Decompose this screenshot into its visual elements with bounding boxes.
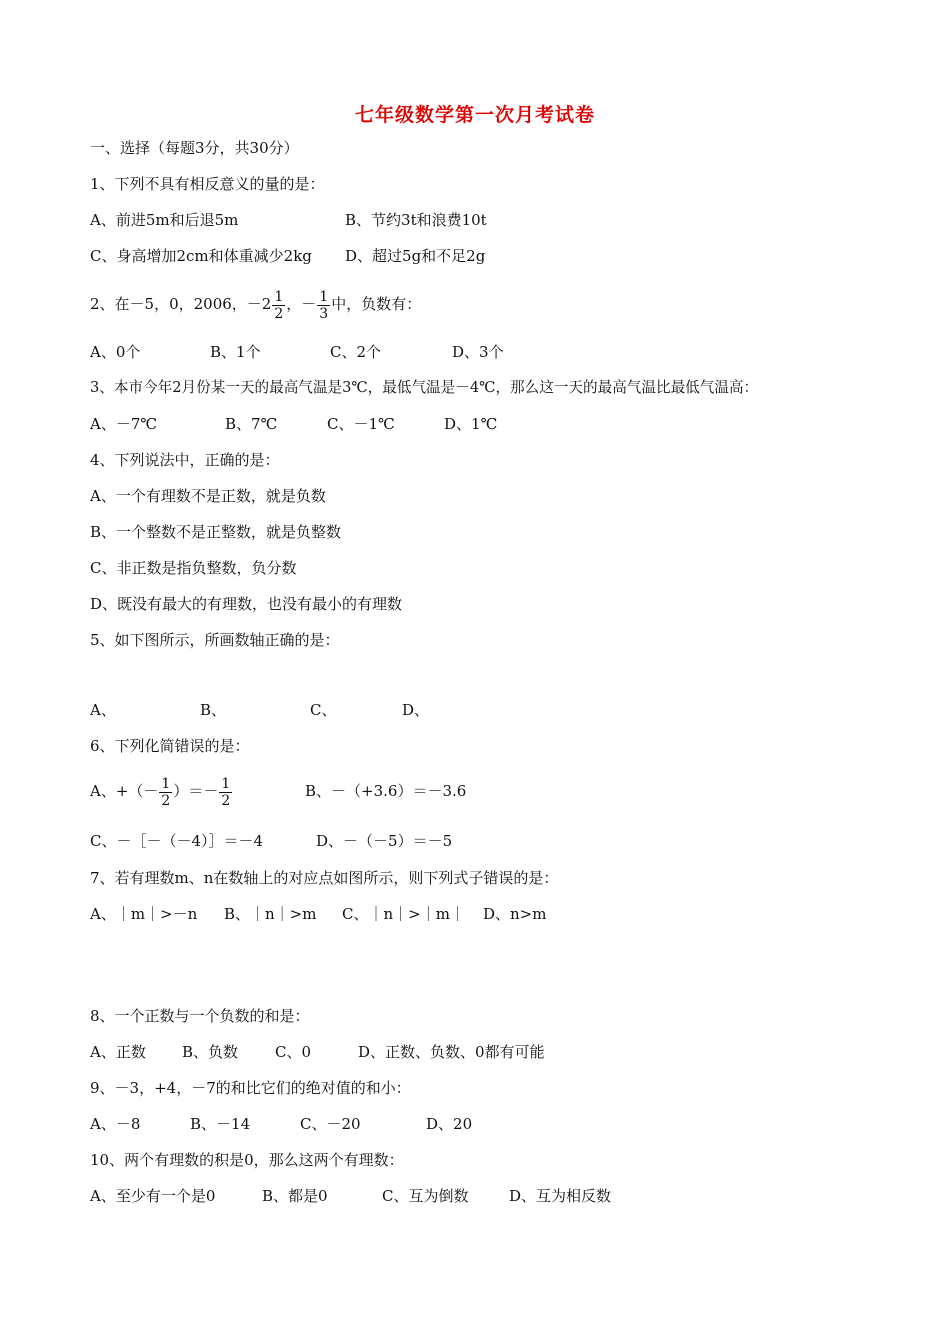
q7-option-b: B、｜n｜>m: [224, 905, 317, 923]
q5-option-d: D、: [402, 701, 430, 719]
question-7-stem: 7、若有理数m、n在数轴上的对应点如图所示，则下列式子错误的是：: [90, 869, 559, 887]
q3-option-a: A、－7℃: [90, 415, 158, 433]
q10-option-b: B、都是0: [262, 1187, 328, 1205]
q8-option-b: B、负数: [182, 1043, 239, 1061]
q5-option-c: C、: [310, 701, 337, 719]
section-heading: 一、选择（每题3分，共30分）: [90, 139, 299, 157]
q2-text-part2: ，－: [286, 295, 317, 313]
q4-option-c: C、非正数是指负整数，负分数: [90, 559, 297, 577]
q6-option-b: B、－（+3.6）＝－3.6: [305, 782, 467, 800]
q6-a-frac2-numerator: 1: [221, 775, 231, 792]
q3-option-c: C、－1℃: [327, 415, 395, 433]
q3-option-d: D、1℃: [444, 415, 498, 433]
q10-option-a: A、至少有一个是0: [90, 1187, 216, 1205]
question-3-stem: 3、本市今年2月份某一天的最高气温是3℃，最低气温是－4℃，那么这一天的最高气温比最低气温高：: [90, 379, 759, 396]
q1-option-b: B、节约3t和浪费10t: [345, 211, 487, 229]
q6-a-frac1-denominator: 2: [161, 792, 171, 809]
q2-frac2-denominator: 3: [319, 305, 329, 322]
q2-fraction-1: [272, 289, 285, 322]
q10-option-c: C、互为倒数: [382, 1187, 469, 1205]
q2-frac1-denominator: 2: [274, 305, 284, 322]
q8-option-a: A、正数: [90, 1043, 146, 1061]
question-6-stem: 6、下列化简错误的是：: [90, 737, 250, 755]
q3-option-b: B、7℃: [225, 415, 278, 433]
q6-option-a: [90, 771, 233, 811]
q6-a-fraction-2: [219, 776, 232, 809]
q9-option-c: C、－20: [300, 1115, 361, 1133]
q9-option-a: A、－8: [90, 1115, 141, 1133]
q2-fraction-2: [317, 289, 330, 322]
q2-option-c: C、2个: [330, 343, 382, 361]
q8-option-c: C、0: [275, 1043, 312, 1061]
q6-a-fraction-1: [159, 776, 172, 809]
question-4-stem: 4、下列说法中，正确的是：: [90, 451, 280, 469]
q7-option-d: D、n>m: [483, 905, 547, 923]
q6-a-frac2-denominator: 2: [221, 792, 231, 809]
q6-option-d: D、－（－5）＝－5: [316, 832, 453, 850]
q2-option-d: D、3个: [452, 343, 504, 361]
q6-a-text-part2: ）＝－: [173, 782, 219, 800]
q4-option-a: A、一个有理数不是正数，就是负数: [90, 487, 326, 505]
q4-option-d: D、既没有最大的有理数，也没有最小的有理数: [90, 595, 403, 613]
q6-a-text-part1: A、+（－: [90, 782, 159, 800]
q2-option-b: B、1个: [210, 343, 261, 361]
q1-option-a: A、前进5m和后退5m: [90, 211, 239, 229]
q2-text-part3: 中，负数有：: [331, 295, 422, 313]
question-9-stem: 9、－3，+4，－7的和比它们的绝对值的和小：: [90, 1079, 411, 1097]
q1-option-d: D、超过5g和不足2g: [345, 247, 486, 265]
q6-option-c: C、－［－（－4）］＝－4: [90, 832, 264, 850]
question-2-stem: [90, 284, 421, 324]
q5-option-a: A、: [90, 701, 116, 719]
q6-a-frac1-numerator: 1: [161, 775, 171, 792]
q9-option-d: D、20: [426, 1115, 473, 1133]
q10-option-d: D、互为相反数: [509, 1187, 612, 1205]
page-title: 七年级数学第一次月考试卷: [354, 104, 595, 126]
q2-frac2-numerator: 1: [319, 288, 329, 305]
question-10-stem: 10、两个有理数的积是0，那么这两个有理数：: [90, 1151, 404, 1169]
q1-option-c: C、身高增加2cm和体重减少2kg: [90, 247, 312, 265]
question-5-stem: 5、如下图所示，所画数轴正确的是：: [90, 631, 340, 649]
q5-option-b: B、: [200, 701, 227, 719]
q2-frac1-numerator: 1: [274, 288, 284, 305]
q7-option-a: A、｜m｜>－n: [90, 905, 198, 923]
q2-text-part1: 2、在－5，0，2006，－2: [90, 295, 272, 313]
q2-option-a: A、0个: [90, 343, 141, 361]
q7-option-c: C、｜n｜>｜m｜: [342, 905, 465, 923]
q9-option-b: B、－14: [190, 1115, 251, 1133]
question-8-stem: 8、一个正数与一个负数的和是：: [90, 1007, 310, 1025]
question-1-stem: 1、下列不具有相反意义的量的是：: [90, 175, 325, 193]
q8-option-d: D、正数、负数、0都有可能: [358, 1043, 545, 1061]
q4-option-b: B、一个整数不是正整数，就是负整数: [90, 523, 342, 541]
